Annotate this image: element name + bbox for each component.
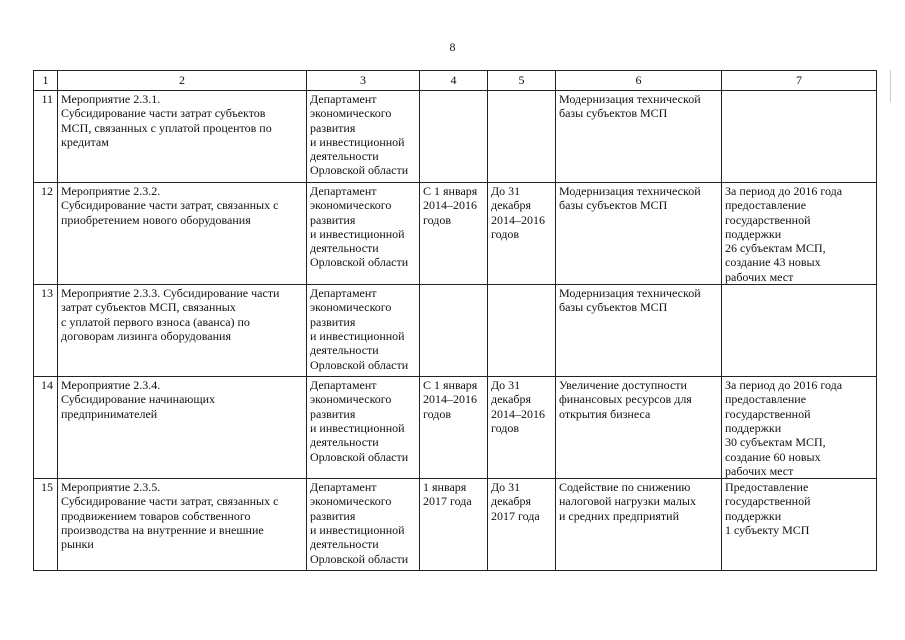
result-cell xyxy=(556,91,722,183)
event-line: кредитам xyxy=(61,134,109,149)
indicator-line: поддержки xyxy=(725,420,782,435)
result-line: базы субъектов МСП xyxy=(559,106,668,121)
row-number-cell: 14 xyxy=(34,377,58,479)
end-line: 2014–2016 xyxy=(491,212,545,227)
executor-line: экономического xyxy=(310,494,392,509)
event-line: Субсидирование начинающих xyxy=(61,392,216,407)
result-cell xyxy=(556,377,722,479)
start-line: 2017 года xyxy=(423,494,472,509)
result-line: Увеличение доступности xyxy=(559,378,687,393)
executor-line: Орловской области xyxy=(310,551,409,566)
indicator-cell xyxy=(722,285,877,377)
column-header: 7 xyxy=(722,71,877,91)
indicator-line: 1 субъекту МСП xyxy=(725,523,810,538)
result-cell xyxy=(556,183,722,285)
table-row xyxy=(34,479,877,571)
end-cell xyxy=(488,91,556,183)
indicator-cell xyxy=(722,377,877,479)
end-line: 2017 года xyxy=(491,508,540,523)
indicator-cell xyxy=(722,479,877,571)
table-row xyxy=(34,285,877,377)
indicator-cell xyxy=(722,91,877,183)
indicator-line: Предоставление xyxy=(725,480,809,495)
executor-line: Департамент xyxy=(310,184,377,198)
end-line: декабря xyxy=(491,198,532,213)
executor-line: Орловской области xyxy=(310,255,409,270)
result-line: Содействие по снижению xyxy=(559,480,691,495)
executor-line: развития xyxy=(310,508,356,523)
event-line: производства на внутренние и внешние xyxy=(61,523,264,538)
indicator-line: рабочих мест xyxy=(725,463,794,478)
start-line: С 1 января xyxy=(423,184,478,198)
end-line: декабря xyxy=(491,494,532,509)
event-line: с уплатой первого взноса (аванса) по xyxy=(61,314,250,329)
indicator-line: поддержки xyxy=(725,226,782,241)
executor-line: экономического xyxy=(310,300,392,315)
executor-line: и инвестиционной xyxy=(310,328,405,343)
event-line: Мероприятие 2.3.5. xyxy=(61,480,161,495)
result-line: базы субъектов МСП xyxy=(559,198,668,213)
event-line: Субсидирование части затрат субъектов xyxy=(61,106,266,121)
end-line: годов xyxy=(491,226,520,241)
result-line: Модернизация технической xyxy=(559,92,701,106)
row-number-cell: 15 xyxy=(34,479,58,571)
result-line: финансовых ресурсов для xyxy=(559,392,692,407)
result-line: Модернизация технической xyxy=(559,184,701,198)
executor-line: Департамент xyxy=(310,480,377,495)
event-line: Мероприятие 2.3.3. Субсидирование части xyxy=(61,286,280,301)
executor-cell xyxy=(307,91,420,183)
column-header: 3 xyxy=(307,71,420,91)
event-line: предпринимателей xyxy=(61,406,158,421)
start-cell xyxy=(420,377,488,479)
result-cell xyxy=(556,479,722,571)
executor-line: деятельности xyxy=(310,241,379,256)
executor-line: и инвестиционной xyxy=(310,134,405,149)
start-line: 1 января xyxy=(423,480,467,495)
event-line: приобретением нового оборудования xyxy=(61,212,251,227)
end-line: 2014–2016 xyxy=(491,406,545,421)
executor-line: деятельности xyxy=(310,435,379,450)
start-line: С 1 января xyxy=(423,378,478,393)
executor-line: деятельности xyxy=(310,537,379,552)
executor-cell xyxy=(307,285,420,377)
indicator-line: предоставление xyxy=(725,392,807,407)
executor-line: экономического xyxy=(310,106,392,121)
indicator-line: государственной xyxy=(725,406,811,421)
event-line: Мероприятие 2.3.2. xyxy=(61,184,161,198)
indicator-line: предоставление xyxy=(725,198,807,213)
row-number-cell: 13 xyxy=(34,285,58,377)
scan-edge-mark xyxy=(890,70,891,102)
event-line: затрат субъектов МСП, связанных xyxy=(61,300,236,315)
event-cell xyxy=(58,479,307,571)
start-line: 2014–2016 xyxy=(423,198,477,213)
executor-line: Департамент xyxy=(310,92,377,106)
indicator-line: поддержки xyxy=(725,508,782,523)
row-number-cell: 11 xyxy=(34,91,58,183)
start-line: 2014–2016 xyxy=(423,392,477,407)
result-line: и средних предприятий xyxy=(559,508,680,523)
executor-line: Орловской области xyxy=(310,163,409,178)
executor-line: Департамент xyxy=(310,286,377,301)
start-line: годов xyxy=(423,406,452,421)
executor-line: деятельности xyxy=(310,343,379,358)
column-header: 5 xyxy=(488,71,556,91)
end-cell xyxy=(488,479,556,571)
executor-line: экономического xyxy=(310,392,392,407)
executor-line: развития xyxy=(310,314,356,329)
start-line: годов xyxy=(423,212,452,227)
event-line: продвижением товаров собственного xyxy=(61,508,251,523)
end-line: До 31 xyxy=(491,480,521,495)
indicator-line: За период до 2016 года xyxy=(725,378,843,393)
event-cell xyxy=(58,183,307,285)
start-cell xyxy=(420,91,488,183)
table-row xyxy=(34,91,877,183)
end-cell xyxy=(488,377,556,479)
executor-line: деятельности xyxy=(310,149,379,164)
column-header: 6 xyxy=(556,71,722,91)
table-row xyxy=(34,183,877,285)
start-cell xyxy=(420,479,488,571)
indicator-line: рабочих мест xyxy=(725,269,794,284)
event-line: МСП, связанных с уплатой процентов по xyxy=(61,120,272,135)
event-line: Субсидирование части затрат, связанных с xyxy=(61,198,279,213)
indicator-line: 30 субъектам МСП, xyxy=(725,435,826,450)
end-line: До 31 xyxy=(491,184,521,198)
executor-line: и инвестиционной xyxy=(310,420,405,435)
page-number: 8 xyxy=(449,40,456,54)
executor-line: и инвестиционной xyxy=(310,523,405,538)
event-line: рынки xyxy=(61,537,94,552)
table-header-row xyxy=(34,71,877,91)
end-line: декабря xyxy=(491,392,532,407)
executor-cell xyxy=(307,183,420,285)
executor-line: развития xyxy=(310,212,356,227)
indicator-cell xyxy=(722,183,877,285)
executor-cell xyxy=(307,479,420,571)
event-cell xyxy=(58,91,307,183)
column-header: 4 xyxy=(420,71,488,91)
indicator-line: За период до 2016 года xyxy=(725,184,843,198)
event-cell xyxy=(58,285,307,377)
result-line: налоговой нагрузки малых xyxy=(559,494,696,509)
end-cell xyxy=(488,285,556,377)
table-row xyxy=(34,377,877,479)
executor-line: Департамент xyxy=(310,378,377,393)
indicator-line: создание 43 новых xyxy=(725,255,821,270)
result-line: базы субъектов МСП xyxy=(559,300,668,315)
result-line: открытия бизнеса xyxy=(559,406,651,421)
indicator-line: государственной xyxy=(725,212,811,227)
indicator-line: 26 субъектам МСП, xyxy=(725,241,826,256)
executor-line: Орловской области xyxy=(310,357,409,372)
end-cell xyxy=(488,183,556,285)
executor-line: развития xyxy=(310,406,356,421)
row-number-cell: 12 xyxy=(34,183,58,285)
executor-line: экономического xyxy=(310,198,392,213)
event-line: договорам лизинга оборудования xyxy=(61,328,231,343)
result-line: Модернизация технической xyxy=(559,286,701,301)
column-header: 1 xyxy=(34,71,58,91)
executor-line: Орловской области xyxy=(310,449,409,464)
executor-line: развития xyxy=(310,120,356,135)
executor-cell xyxy=(307,377,420,479)
measures-table xyxy=(33,70,877,571)
event-line: Мероприятие 2.3.4. xyxy=(61,378,161,393)
end-line: До 31 xyxy=(491,378,521,393)
executor-line: и инвестиционной xyxy=(310,226,405,241)
event-line: Мероприятие 2.3.1. xyxy=(61,92,161,106)
indicator-line: создание 60 новых xyxy=(725,449,821,464)
event-line: Субсидирование части затрат, связанных с xyxy=(61,494,279,509)
event-cell xyxy=(58,377,307,479)
end-line: годов xyxy=(491,420,520,435)
result-cell xyxy=(556,285,722,377)
start-cell xyxy=(420,183,488,285)
start-cell xyxy=(420,285,488,377)
column-header: 2 xyxy=(58,71,307,91)
table-body xyxy=(34,91,877,571)
indicator-line: государственной xyxy=(725,494,811,509)
